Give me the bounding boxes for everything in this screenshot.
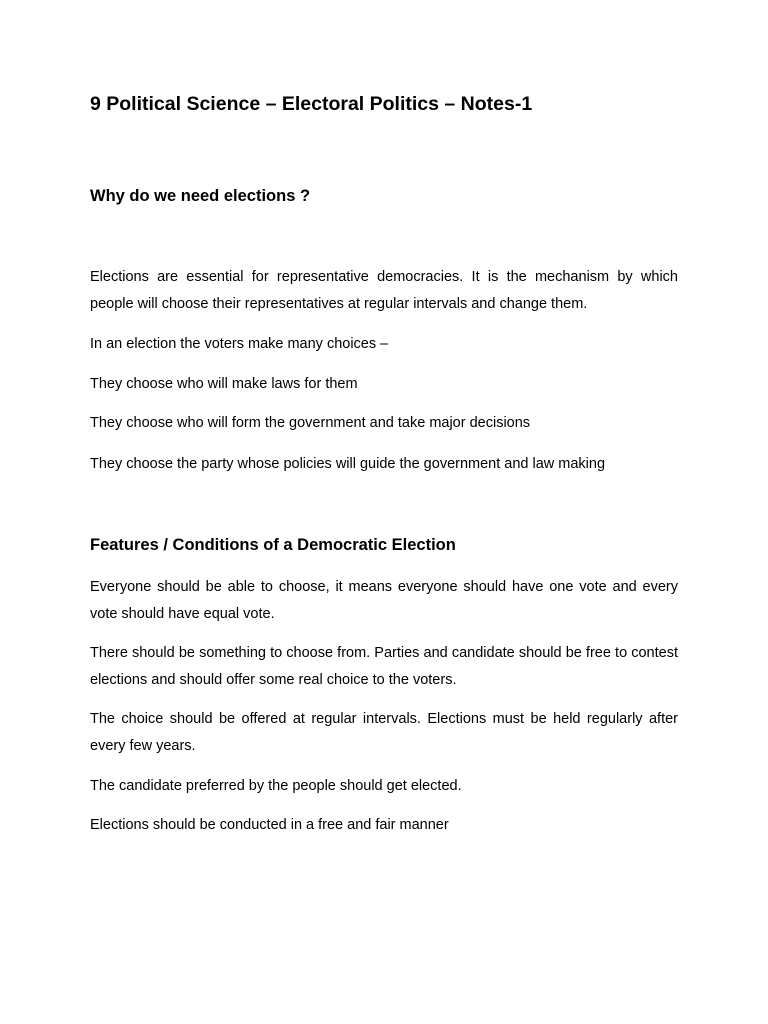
paragraph-choice-laws: They choose who will make laws for them — [90, 376, 358, 392]
paragraph-choice-government: They choose who will form the government and take major decisions — [90, 415, 531, 431]
page-title: 9 Political Science – Electoral Politics – Notes-1 — [90, 93, 533, 115]
paragraph-elections-essential: Elections are essential for representative democracies. It is the mechanism by which people will choose their representatives at regular intervals and change them. — [90, 269, 678, 312]
paragraph-feature-something-to-choose: There should be something to choose from. Parties and candidate should be free to contest elections and should offer some real choice to the voters. — [90, 645, 678, 688]
paragraph-voter-choices-intro: In an election the voters make many choices – — [90, 336, 389, 352]
paragraph-choice-party: They choose the party whose policies will guide the government and law making — [90, 456, 606, 472]
paragraph-feature-everyone-choose: Everyone should be able to choose, it means everyone should have one vote and every vote should have equal vote. — [90, 579, 678, 622]
paragraph-feature-regular-intervals: The choice should be offered at regular intervals. Elections must be held regularly after every few years. — [90, 711, 678, 754]
section-heading-why-elections: Why do we need elections ? — [90, 187, 311, 205]
paragraph-feature-free-fair: Elections should be conducted in a free and fair manner — [90, 817, 449, 833]
section-heading-features: Features / Conditions of a Democratic Election — [90, 536, 456, 554]
paragraph-feature-candidate-elected: The candidate preferred by the people should get elected. — [90, 778, 462, 794]
